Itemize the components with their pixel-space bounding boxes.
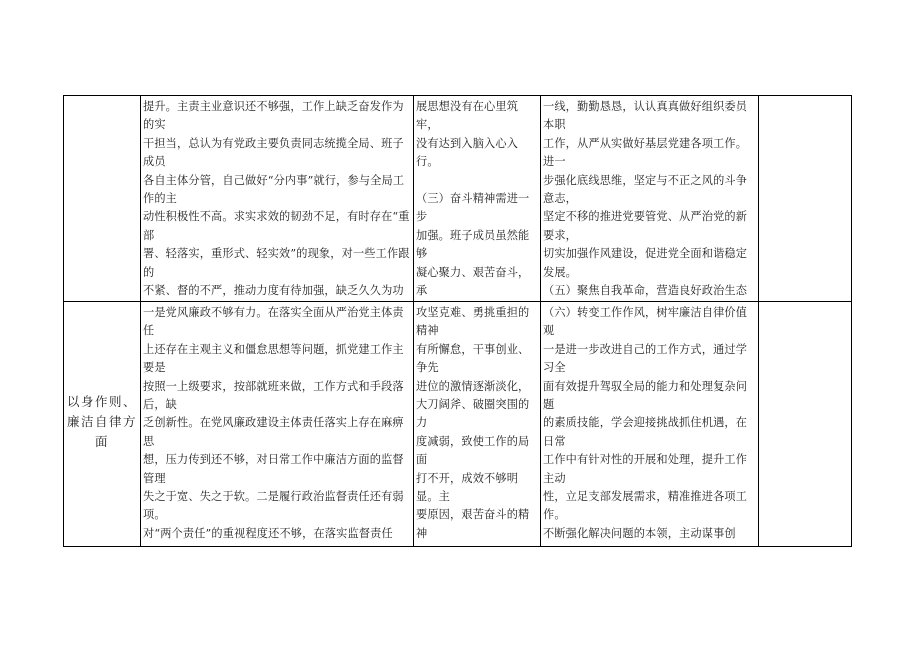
- row2-problem-text: 一是党风廉政不够有力。在落实全面从严治党主体责任 上还存在主观主义和僵怠思想等问题，抓党建工作主要是 按照一上级要求，按部就班来做，工作方式和手段落后，缺 乏创新性。在党风廉政建设主体责任落实上存在麻痹思 想，压力传到还不够，对日常工作中廉洁方面的监督管理 失之于宽、失之于软。二是履行政治监督责任还有弱项。 对“两个责任”的重视程度还不够，在落实监督责任: [143, 306, 404, 540]
- row-divider: [63, 301, 851, 302]
- row1-problem-text: 提升。主责主业意识还不够强，工作上缺乏奋发作为的实 干担当，总认为有党政主要负责同志统揽全局、班子成员 各自主体分管，自己做好“分内事”就行，参与全局工作的主 动性积极性不高。求实求效的韧劲不足，有时存在“重部 署、轻落实，重形式、轻实效”的现象，对一些工作跟的 不紧、督的不严，推动力度有待加强，缺乏久久为功: [143, 100, 410, 298]
- row2-cause-text: 攻坚克难、勇挑重担的精神 有所懈怠，干事创业、争先 进位的激情逐渐淡化， 大刀阔斧、破圈突围的力 度减弱，致使工作的局面 打不开，成效不够明显。主 要原因，艰苦奋斗的精神: [416, 306, 530, 540]
- row1-cause-text: 展思想没有在心里筑牢， 没有达到入脑入心入行。 （三）奋斗精神需进一步 加强。班子成员虽然能够 凝心聚力、艰苦奋斗，承: [416, 100, 530, 298]
- column-divider-6: [851, 95, 852, 547]
- column-divider-2: [140, 95, 141, 547]
- column-divider-5: [758, 95, 759, 547]
- column-divider-3: [413, 95, 414, 547]
- column-divider-1: [63, 95, 64, 547]
- row2-measure-text: （六）转变工作作风，树牢廉洁自律价值观 一是进一步改进自己的工作方式，通过学习全 面有效提升驾驭全局的能力和处理复杂问题 的素质技能，学会迎接挑战抓住机遇，在日常 工作中有针对性的开展和处理，提升工作主动 性，立足支部发展需求，精准推进各项工作。 不断强化解决问题的本领，主动谋事创: [543, 306, 748, 540]
- column-divider-4: [540, 95, 541, 547]
- table-bottom-border: [63, 546, 851, 547]
- row1-measure-text: 一线，勤勤恳恳，认认真真做好组织委员本职 工作，从严从实做好基层党建各项工作。进一 步强化底线思维，坚定与不正之风的斗争意志， 坚定不移的推进党要管党、从严治党的新要求， 切实加强作风建设，促进党全面和谐稳定发展。 （五）聚焦自我革命，营造良好政治生态: [543, 100, 748, 298]
- row2-category-label: 以身作则、 廉洁自律方 面: [66, 394, 137, 449]
- table-top-border: [63, 95, 851, 96]
